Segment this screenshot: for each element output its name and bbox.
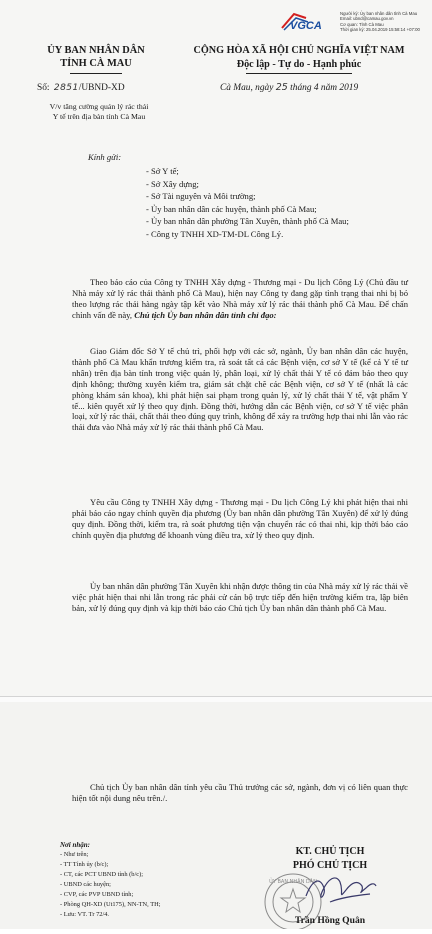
cc-item: - CVP, các PVP UBND tỉnh; <box>60 891 134 898</box>
recipient-item: - Sở Xây dựng; <box>146 178 199 189</box>
recipient-item: - Sở Y tế; <box>146 166 179 176</box>
signer-title-1: KT. CHỦ TỊCH <box>295 846 365 857</box>
stamp-text: ỦY BAN NHÂN DÂN <box>269 879 317 885</box>
cc-label: Nơi nhận: <box>60 841 91 849</box>
body-paragraph-4: Ủy ban nhân dân phường Tân Xuyên khi nhận được thông tin của Nhà máy xử lý rác thải về việc phát hiện thai nhi lẫn trong rác phải cử cán bộ trực tiếp đến hiện trường kiểm tra, lập biên bản, xử lý đúng quy định và kịp thời báo cáo Chủ tịch Ủy ban nhân dân thành phố Cà Mau. <box>72 581 408 613</box>
document-subject <box>30 102 168 122</box>
doc-number-label: Số: <box>37 83 50 93</box>
subject-line: Y tế trên địa bàn tỉnh Cà Mau <box>52 112 146 121</box>
paragraph-1-directive: Chủ tịch Ủy ban nhân dân tỉnh chỉ đạo: <box>134 309 277 320</box>
agency-province: TỈNH CÀ MAU <box>60 58 132 69</box>
recipient-item: - Công ty TNHH XD-TM-DL Công Lý. <box>146 228 284 239</box>
document-date <box>220 82 358 94</box>
issuing-agency <box>26 44 166 70</box>
recipient-item: - Ủy ban nhân dân các huyện, thành phố Cà Mau; <box>146 203 317 214</box>
digital-signature-line: Cơ quan: Tỉnh Cà Mau <box>340 21 384 27</box>
agency-underline <box>70 73 122 74</box>
paragraph-1-text: Theo báo cáo của Công ty TNHH Xây dựng - Thương mại - Du lịch Công Lý (Chủ đầu tư Nhà máy xử lý rác thải thành phố Cà Mau), hiện nay Công ty đang gặp tình trạng thai nhi bị bỏ theo lượng rác thải hàng ngày tập kết vào Nhà máy xử lý rác thải thành phố Cà Mau. Để chấn chỉnh vấn đề này, <box>72 277 408 320</box>
cc-item: - Phòng QH-XD (Ut175), NN-TN, TH; <box>60 901 161 908</box>
date-prefix: Cà Mau, ngày <box>220 83 274 93</box>
body-paragraph-3: Yêu cầu Công ty TNHH Xây dựng - Thương mại - Du lịch Công Lý khi phát hiện thai nhi phải báo cáo ngay chính quyền địa phương (Ủy ban nhân dân phường Tân Xuyên) để xử lý đúng quy định. Đồng thời, kiểm tra, rà soát phương tiện vận chuyển rác có thai nhi, kịp thời báo cáo chính quyền địa phương để khoanh vùng điều tra, xử lý theo quy định. <box>72 497 408 540</box>
document-number <box>37 82 125 94</box>
vgca-logo-text: VGCA <box>290 20 322 32</box>
doc-number-handwritten: 2851 <box>53 83 79 93</box>
recipients-label: Kính gửi: <box>88 152 122 162</box>
digital-signature-line: Thời gian ký: 25.04.2019 15:58:14 +07:00 <box>340 27 420 33</box>
cc-item: - CT, các PCT UBND tỉnh (b/c); <box>60 871 144 878</box>
motto-underline <box>246 73 352 74</box>
date-suffix: tháng 4 năm 2019 <box>290 83 359 93</box>
cc-item: - Như trên; <box>60 851 89 858</box>
digital-signature-info <box>340 11 430 33</box>
doc-number-suffix: /UBND-XD <box>78 83 125 93</box>
subject-line: V/v tăng cường quản lý rác thải <box>49 102 149 111</box>
cc-item: - Lưu: VT. Tr 72/4. <box>60 911 110 918</box>
handwritten-signature <box>300 866 378 916</box>
date-day-handwritten: 25 <box>275 82 288 93</box>
body-paragraph-5: Chủ tịch Ủy ban nhân dân tỉnh yêu cầu Thủ trưởng các sở, ngành, đơn vị có liên quan thực hiện tốt nội dung nêu trên./. <box>72 782 408 803</box>
signer-title-2: PHÓ CHỦ TỊCH <box>292 860 368 871</box>
digital-signature-line: Email: ubnd@camau.gov.vn <box>340 16 394 22</box>
digital-signature-line: Người ký: Ủy ban nhân dân tỉnh Cà Mau <box>340 11 418 16</box>
agency-name: ỦY BAN NHÂN DÂN <box>47 45 145 56</box>
national-title: CỘNG HÒA XÃ HỘI CHỦ NGHĨA VIỆT NAM <box>193 45 405 56</box>
cc-item: - UBND các huyện; <box>60 881 111 888</box>
body-paragraph-1 <box>72 277 408 321</box>
recipients-list <box>146 166 426 241</box>
recipient-item: - Sở Tài nguyên và Môi trường; <box>146 191 256 201</box>
national-motto: Độc lập - Tự do - Hạnh phúc <box>236 59 362 70</box>
cc-item: - TT Tỉnh ủy (b/c); <box>60 861 109 868</box>
body-paragraph-2: Giao Giám đốc Sở Y tế chủ trì, phối hợp với các sở, ngành, Ủy ban nhân dân các huyện, thành phố Cà Mau khẩn trương kiểm tra, rà soát tất cả các Bệnh viện, cơ sở Y tế (kể cả Y tế tư nhân) trên địa bàn tỉnh trong việc quản lý, phân loại, xử lý chất thải Y tế có đảm bảo theo quy định không; thường xuyên kiểm tra, giám sát chặt chẽ các Bệnh viện, cơ sở Y tế (nhất là các phòng khám sản khoa), khi phát hiện sai phạm trong quản lý, xử lý chất thải Y tế, vật phẩm Y tế... kiên quyết xử lý theo quy định. Đồng thời, hướng dẫn các Bệnh viện, cơ sở Y tế việc phân loại, xử lý rác thải, chất thải theo đúng quy trình, không để xảy ra trường hợp thai nhi lẫn vào rác thải đưa vào Nhà máy xử lý rác thải thành phố Cà Mau. <box>72 346 408 433</box>
signer-name: Trần Hồng Quân <box>294 915 366 926</box>
recipient-item: - Ủy ban nhân dân phường Tân Xuyên, thành phố Cà Mau; <box>146 216 349 226</box>
cc-recipients <box>60 840 210 920</box>
